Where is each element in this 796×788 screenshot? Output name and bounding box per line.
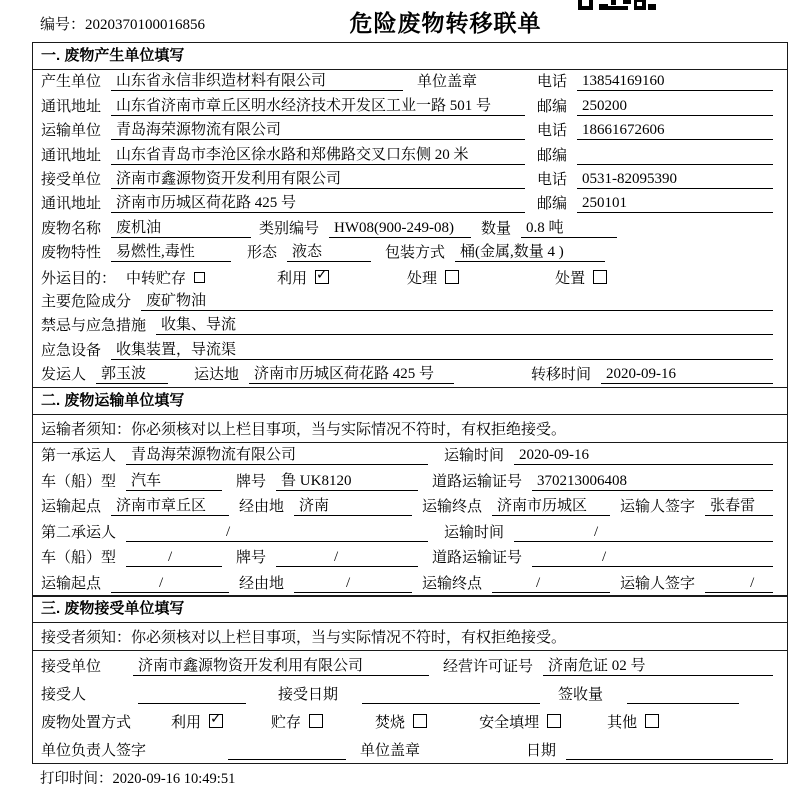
- row-disposal-method: [33, 707, 787, 735]
- category-code-value: HW08(900-249-08): [329, 220, 471, 238]
- disposal-incinerate-label: 焚烧: [375, 714, 406, 731]
- print-time-value: 2020-09-16 10:49:51: [112, 771, 236, 788]
- receiver-address-value: 济南市历城区荷花路 425 号: [111, 192, 525, 213]
- transport-time1-value: 2020-09-16: [514, 447, 773, 465]
- transport-time1-label: 运输时间: [444, 448, 505, 465]
- receiver-zip-label: 邮编: [536, 196, 567, 213]
- checkbox-utilize-icon: [315, 270, 329, 284]
- license-number-label: 经营许可证号: [443, 659, 534, 676]
- destination-label: 运达地: [194, 367, 240, 384]
- receiver-address-label: 通讯地址: [41, 196, 102, 213]
- option-transit-storage-label: 中转贮存: [126, 270, 187, 287]
- endpoint2-label: 运输终点: [422, 575, 483, 592]
- hazard-components-label: 主要危险成分: [41, 293, 132, 310]
- checkbox-disposal-other-icon: [645, 714, 659, 728]
- section-waste-receiver: [32, 595, 788, 764]
- row-receiver-address: [33, 192, 787, 216]
- unit-seal-label: 单位盖章: [417, 74, 478, 91]
- row-route2: [33, 570, 787, 596]
- section2-title: 二. 废物运输单位填写: [33, 388, 787, 415]
- carrier-sign2-label: 运输人签字: [620, 575, 696, 592]
- emergency-equipment-label: 应急设备: [41, 342, 102, 359]
- transporter-zip-label: 邮编: [536, 147, 567, 164]
- road-permit2-label: 道路运输证号: [432, 550, 523, 567]
- receiver-notice: 接受者须知：你必须核对以上栏目事项，当与实际情况不符时，有权拒绝接受。: [33, 623, 787, 651]
- checkbox-disposal-incinerate-icon: [413, 714, 427, 728]
- road-permit2-value: /: [532, 549, 773, 567]
- receiver-zip-value: 250101: [577, 195, 773, 213]
- checkbox-disposal-utilize-icon: [209, 714, 223, 728]
- row-route1: [33, 494, 787, 520]
- receiver-phone-value: 0531-82095390: [577, 171, 773, 189]
- vehicle-type1-value: 汽车: [126, 469, 222, 491]
- row-transfer-purpose: [33, 265, 787, 289]
- row-hazard-components: [33, 290, 787, 314]
- second-carrier-value: /: [126, 524, 428, 542]
- option-dispose: [555, 267, 607, 288]
- endpoint1-value: 济南市历城区: [492, 494, 610, 516]
- physical-form-value: 液态: [287, 241, 371, 262]
- disposal-other-label: 其他: [607, 714, 638, 731]
- endpoint1-label: 运输终点: [422, 499, 483, 516]
- row-waste-name: [33, 216, 787, 240]
- vehicle-type2-label: 车（船）型: [41, 550, 117, 567]
- carrier-sign2-value: /: [705, 575, 773, 593]
- row-receiver-unit: [33, 168, 787, 192]
- row-shipper: [33, 363, 787, 387]
- section3-title: 三. 废物接受单位填写: [33, 596, 787, 623]
- origin2-value: /: [111, 575, 229, 593]
- transfer-time-label: 转移时间: [530, 367, 591, 384]
- option-treat-label: 处理: [407, 270, 438, 287]
- serial-label: 编号：: [40, 17, 86, 33]
- transport-time2-value: /: [514, 524, 773, 542]
- producer-phone-label: 电话: [536, 74, 567, 91]
- checkbox-dispose-icon: [593, 270, 607, 284]
- vehicle-type2-value: /: [126, 549, 222, 567]
- carrier-sign1-label: 运输人签字: [620, 499, 696, 516]
- transfer-time-value: 2020-09-16: [601, 366, 773, 384]
- transfer-purpose-label: 外运目的：: [41, 270, 117, 287]
- recipient-value: [138, 686, 246, 704]
- transport-time2-label: 运输时间: [444, 524, 505, 541]
- packing-value: 桶(金属,数量 4 ): [455, 241, 605, 262]
- via1-value: 济南: [294, 494, 412, 516]
- transporter-phone-value: 18661672606: [577, 122, 773, 140]
- option-utilize-label: 利用: [277, 270, 308, 287]
- checkbox-disposal-storage-icon: [309, 714, 323, 728]
- disposal-other: [607, 711, 659, 732]
- signed-quantity-value: [627, 686, 739, 704]
- row-emergency-equipment: [33, 338, 787, 362]
- shipper-label: 发运人: [41, 367, 87, 384]
- packing-label: 包装方式: [385, 245, 446, 262]
- transporter-notice: 运输者须知：你必须核对以上栏目事项，当与实际情况不符时，有权拒绝接受。: [33, 415, 787, 443]
- waste-name-label: 废物名称: [41, 220, 102, 237]
- producer-phone-value: 13854169160: [577, 73, 773, 91]
- row-waste-traits: [33, 241, 787, 265]
- emergency-equipment-value: 收集装置，导流渠: [111, 338, 773, 359]
- via2-label: 经由地: [239, 575, 285, 592]
- print-time: [40, 767, 796, 788]
- row-producer-address: [33, 94, 787, 118]
- row-first-carrier: [33, 443, 787, 469]
- section1-title: 一. 废物产生单位填写: [33, 43, 787, 70]
- print-time-label: 打印时间：: [40, 771, 113, 788]
- serial-value: 2020370100016856: [85, 17, 206, 33]
- quantity-label: 数量: [481, 220, 512, 237]
- option-transit-storage: [126, 267, 205, 288]
- producer-unit-value: 山东省永信非织造材料有限公司: [111, 70, 403, 91]
- receiver-phone-label: 电话: [536, 171, 567, 188]
- road-permit1-label: 道路运输证号: [432, 473, 523, 490]
- disposal-landfill-label: 安全填埋: [479, 714, 540, 731]
- road-permit1-value: 370213006408: [532, 473, 773, 491]
- plate-number2-label: 牌号: [236, 550, 267, 567]
- option-treat: [407, 267, 459, 288]
- transporter-unit-label: 运输单位: [41, 123, 102, 140]
- receiver-seal-label: 单位盖章: [360, 743, 421, 760]
- transporter-address-label: 通讯地址: [41, 147, 102, 164]
- row-receiving-unit: [33, 651, 787, 679]
- producer-address-label: 通讯地址: [41, 98, 102, 115]
- taboo-measures-value: 收集、导流: [156, 314, 773, 335]
- producer-zip-value: 250200: [577, 98, 773, 116]
- disposal-method-label: 废物处置方式: [41, 714, 132, 731]
- vehicle-type1-label: 车（船）型: [41, 473, 117, 490]
- second-carrier-label: 第二承运人: [41, 524, 117, 541]
- category-code-label: 类别编号: [259, 220, 320, 237]
- checkbox-treat-icon: [445, 270, 459, 284]
- row-producer-unit: [33, 70, 787, 94]
- first-carrier-label: 第一承运人: [41, 448, 117, 465]
- qr-code-fragment: [578, 0, 656, 10]
- carrier-sign1-value: 张春雷: [705, 494, 773, 516]
- checkbox-disposal-landfill-icon: [547, 714, 561, 728]
- first-carrier-value: 青岛海荣源物流有限公司: [126, 443, 428, 465]
- row-taboo-measures: [33, 314, 787, 338]
- origin1-label: 运输起点: [41, 499, 102, 516]
- row-transporter-address: [33, 143, 787, 167]
- plate-number1-label: 牌号: [236, 473, 267, 490]
- checkbox-transit-storage-icon: [194, 272, 205, 283]
- serial-number: [40, 13, 205, 34]
- origin1-value: 济南市章丘区: [111, 494, 229, 516]
- row-transporter-unit: [33, 119, 787, 143]
- transporter-address-value: 山东省青岛市李沧区徐水路和郑佛路交叉口东侧 20 米: [111, 143, 525, 164]
- via2-value: /: [294, 575, 412, 593]
- disposal-storage: [271, 711, 323, 732]
- plate-number2-value: /: [276, 549, 418, 567]
- waste-name-value: 废机油: [111, 216, 251, 237]
- row-vehicle2: [33, 545, 787, 571]
- receiving-unit-value: 济南市鑫源物资开发利用有限公司: [133, 654, 429, 676]
- receive-date2-value: [566, 742, 773, 760]
- waste-traits-label: 废物特性: [41, 245, 102, 262]
- option-dispose-label: 处置: [555, 270, 586, 287]
- receive-date-label: 接受日期: [278, 687, 339, 704]
- transporter-unit-value: 青岛海荣源物流有限公司: [111, 119, 525, 140]
- manager-signature-label: 单位负责人签字: [41, 743, 147, 760]
- shipper-value: 郭玉波: [96, 363, 168, 384]
- receiving-unit-label: 接受单位: [41, 659, 102, 676]
- transporter-phone-label: 电话: [536, 123, 567, 140]
- producer-unit-label: 产生单位: [41, 74, 102, 91]
- manager-signature-value: [228, 742, 346, 760]
- taboo-measures-label: 禁忌与应急措施: [41, 318, 147, 335]
- section-waste-transporter: [32, 387, 788, 597]
- disposal-landfill: [479, 711, 561, 732]
- document-header: [0, 0, 796, 42]
- row-second-carrier: [33, 519, 787, 545]
- receiver-unit-label: 接受单位: [41, 171, 102, 188]
- hazard-components-value: 废矿物油: [141, 290, 773, 311]
- document-title: 危险废物转移联单: [349, 10, 542, 36]
- origin2-label: 运输起点: [41, 575, 102, 592]
- via1-label: 经由地: [239, 499, 285, 516]
- destination-value: 济南市历城区荷花路 425 号: [249, 363, 454, 384]
- physical-form-label: 形态: [247, 245, 278, 262]
- disposal-incinerate: [375, 711, 427, 732]
- receive-date-value: [362, 686, 540, 704]
- section-waste-producer: [32, 42, 788, 388]
- license-number-value: 济南危证 02 号: [543, 654, 773, 676]
- manifest-form: [32, 42, 788, 764]
- disposal-utilize-label: 利用: [171, 714, 202, 731]
- row-vehicle1: [33, 468, 787, 494]
- disposal-storage-label: 贮存: [271, 714, 302, 731]
- producer-zip-label: 邮编: [536, 98, 567, 115]
- receive-date2-label: 日期: [526, 743, 557, 760]
- waste-traits-value: 易燃性,毒性: [111, 241, 231, 262]
- transporter-zip-value: [577, 147, 773, 165]
- endpoint2-value: /: [492, 575, 610, 593]
- disposal-utilize: [171, 711, 223, 732]
- plate-number1-value: 鲁 UK8120: [276, 469, 418, 491]
- recipient-label: 接受人: [41, 687, 87, 704]
- option-utilize: [277, 267, 329, 288]
- producer-address-value: 山东省济南市章丘区明水经济技术开发区工业一路 501 号: [111, 94, 525, 115]
- row-recipient: [33, 679, 787, 707]
- receiver-unit-value: 济南市鑫源物资开发利用有限公司: [111, 168, 525, 189]
- signed-quantity-label: 签收量: [558, 687, 604, 704]
- quantity-value: 0.8 吨: [521, 216, 617, 237]
- row-manager-signature: [33, 735, 787, 763]
